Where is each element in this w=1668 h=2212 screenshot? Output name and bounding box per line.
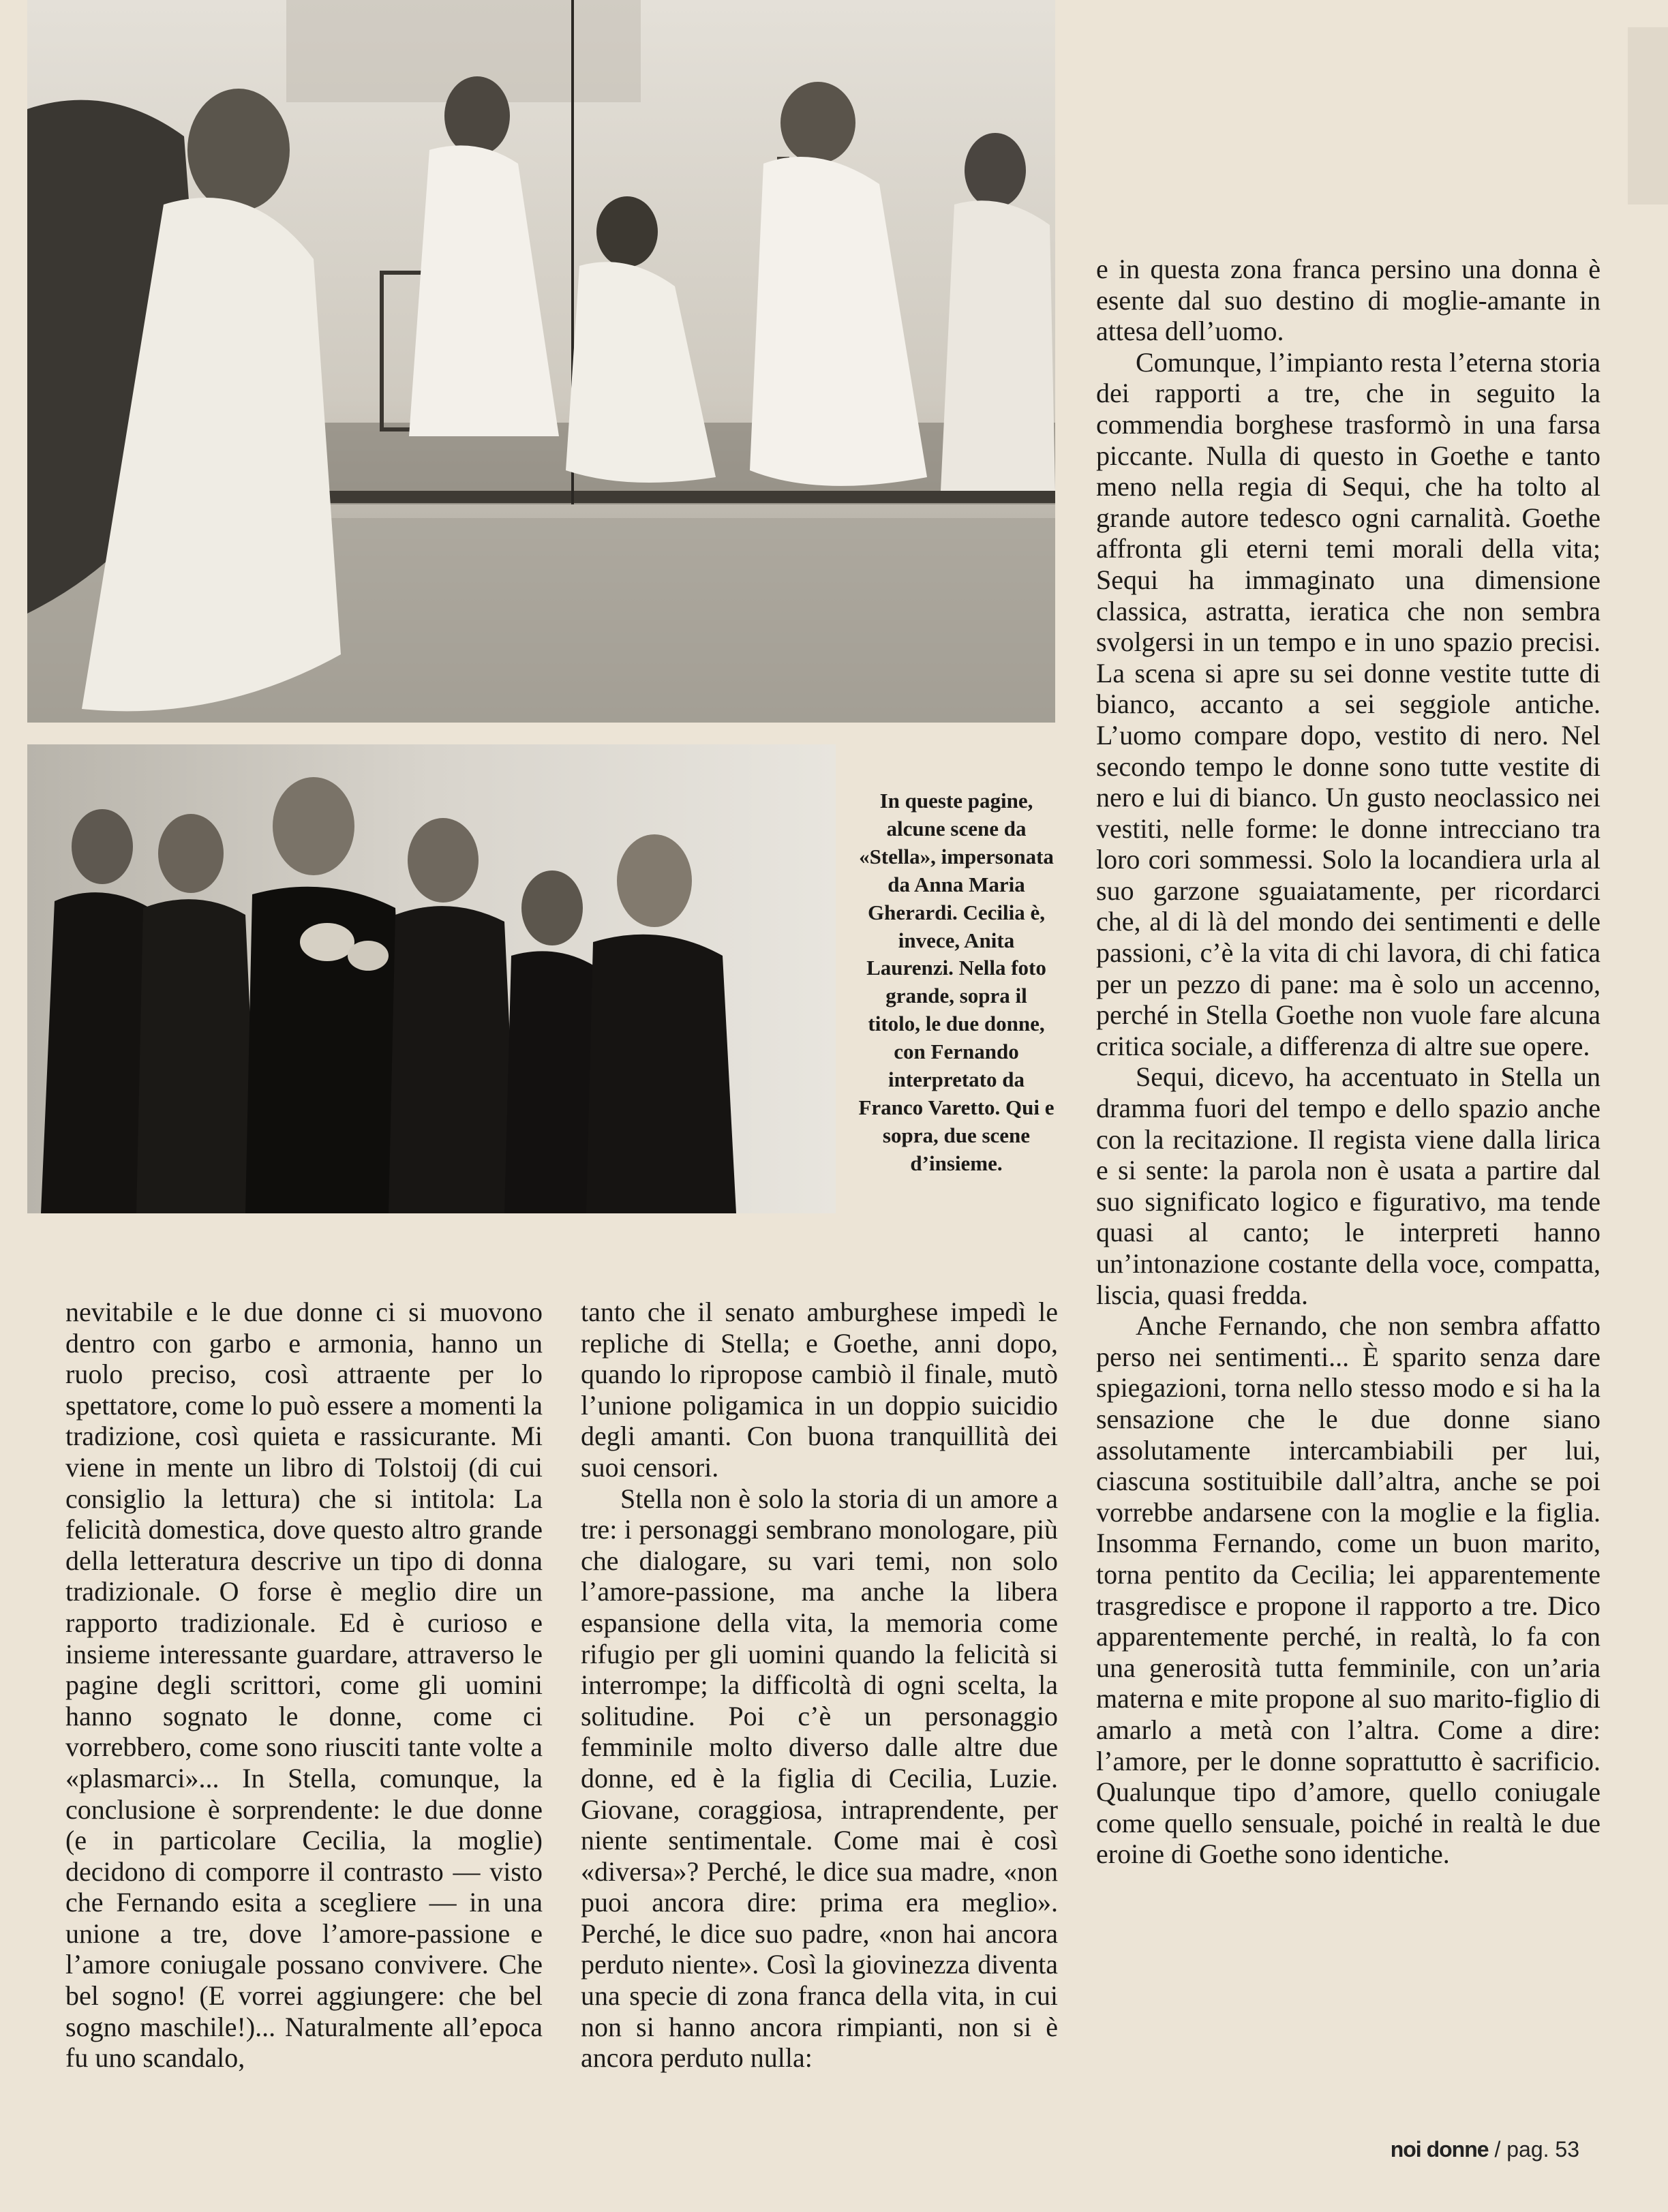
title-bleed-fragment bbox=[1055, 0, 1668, 259]
article-column-right bbox=[1096, 254, 1601, 1870]
group-scene-photo bbox=[27, 744, 836, 1213]
paragraph: e in questa zona franca persino una donna è esente dal suo destino di moglie-amante in attesa dell’uomo. bbox=[1096, 254, 1601, 347]
article-column-left bbox=[65, 1297, 543, 2074]
photo-caption: In queste pagine, alcune scene da «Stella», impersonata da Anna Maria Gherardi. Cecilia è, invece, Anita Laurenzi. Nella foto grande, sopra il titolo, le due donne, con Fernando interpretato da Franco Varetto. Qui e sopra, due scene d’insieme. bbox=[858, 789, 1055, 1175]
paragraph: Comunque, l’impianto resta l’eterna storia dei rapporti a tre, che in seguito la commendia borghese trasformò in una farsa piccante. Nulla di questo in Goethe e tanto meno nella regia di Sequi, che ha tolto al grande autore tedesco ogni carnalità. Goethe affronta gli eterni temi morali della vita; Sequi ha immaginato una dimensione classica, astratta, ieratica che non sembra svolgersi in un tempo e in uno spazio precisi. La scena si apre su sei donne vestite tutte di bianco, accanto a sei seggiole antiche. L’uomo compare dopo, vestito di nero. Nel secondo tempo le donne sono tutte vestite di nero e lui di bianco. Un gusto neoclassico nei vestiti, nelle forme: le donne intrecciano tra loro cori sommessi. Solo la locandiera urla al suo garzone sguaiatamente, per ricordarci che, al di là del mondo dei sentimenti e delle passioni, c’è la vita di chi lavora, di chi fatica per un pezzo di pane: ma è solo un accenno, perché in Stella Goethe non vuole fare alcuna critica sociale, a differenza di altre sue opere. bbox=[1096, 346, 1601, 1061]
paragraph: Sequi, dicevo, ha accentuato in Stella un dramma fuori del tempo e dello spazio anche con la recitazione. Il regista viene dalla lirica e si sente: la parola non è usata a partire dal suo significato logico e figurativo, ma tende quasi al canto; le interpreti hanno un’intonazione costante della voce, compatta, liscia, quasi fredda. bbox=[1096, 1061, 1601, 1310]
paragraph: Anche Fernando, che non sembra affatto perso nei sentimenti... È sparito senza dare spiegazioni, torna nello stesso modo e si ha la sensazione che le due donne siano assolutamente intercambiabili per lui, ciascuna sostituibile dall’altra, anche se poi vorrebbe andarsene con la moglie e la figlia. Insomma Fernando, come un buon marito, torna pentito da Cecilia; lei apparentemente trasgredisce e propone il rapporto a tre. Dico apparentemente perché, in realtà, lo fa con una generosità tutta femminile, con un’aria materna e mite propone al suo marito-figlio di amarlo a metà con l’altra. Come a dire: l’amore, per le donne soprattutto è sacrificio. Qualunque tipo d’amore, quello coniugale come quello sensuale, poiché in realtà le due eroine di Goethe sono identiche. bbox=[1096, 1310, 1601, 1870]
article-column-middle bbox=[581, 1297, 1058, 2074]
magazine-brand: noi donne bbox=[1390, 2137, 1489, 2162]
page-footer bbox=[1391, 2137, 1579, 2162]
paragraph: nevitabile e le due donne ci si muovono dentro con garbo e armonia, hanno un ruolo preciso, così attraente per lo spettatore, come lo può essere a momenti la tradizione, così quieta e rassicurante. Mi viene in mente un libro di Tolstoij (di cui consiglio la lettura) che si intitola: La felicità domestica, dove questo altro grande della letteratura descrive un tipo di donna tradizionale. O forse è meglio dire un rapporto tradizionale. Ed è curioso e insieme interessante guardare, attraverso le pagine degli scrittori, come gli uomini hanno sognato le donne, come ci vorrebbero, come sono riusciti tante volte a «plasmarci»... In Stella, comunque, la conclusione è sorprendente: le due donne (e in particolare Cecilia, la moglie) decidono di comporre il contrasto — visto che Fernando esita a scegliere — in una unione a tre, dove l’amore-passione e l’amore coniugale possano convivere. Che bel sogno! (E vorrei aggiungere: che bel sogno maschile!)... Naturalmente all’epoca fu uno scandalo, bbox=[65, 1297, 543, 2074]
paragraph: Stella non è solo la storia di un amore a tre: i personaggi sembrano monologare, più che dialogare, su vari temi, non solo l’amore-passione, ma anche la libera espansione della vita, la memoria come rifugio per gli uomini quando la felicità si interrompe; la difficoltà di ogni scelta, la solitudine. Poi c’è un personaggio femminile molto diverso dalle altre due donne, ed è la figlia di Cecilia, Luzie. Giovane, coraggiosa, intraprendente, per niente sentimentale. Come mai è così «diversa»? Perché, le dice sua madre, «non puoi ancora dire: prima era meglio». Perché, le dice suo padre, «non hai ancora perduto niente». Così la giovinezza diventa una specie di zona franca della vita, in cui non si hanno ancora rimpianti, non si è ancora perduto nulla: bbox=[581, 1483, 1058, 2074]
paragraph: tanto che il senato amburghese impedì le repliche di Stella; e Goethe, anni dopo, quando lo ripropose cambiò il finale, mutò l’unione poligamica in un doppio suicidio degli amanti. Con buona tranquillità dei suoi censori. bbox=[581, 1297, 1058, 1483]
footer-separator: / bbox=[1494, 2137, 1501, 2162]
page-number: pag. 53 bbox=[1506, 2137, 1579, 2162]
top-stage-photo bbox=[27, 0, 1055, 723]
